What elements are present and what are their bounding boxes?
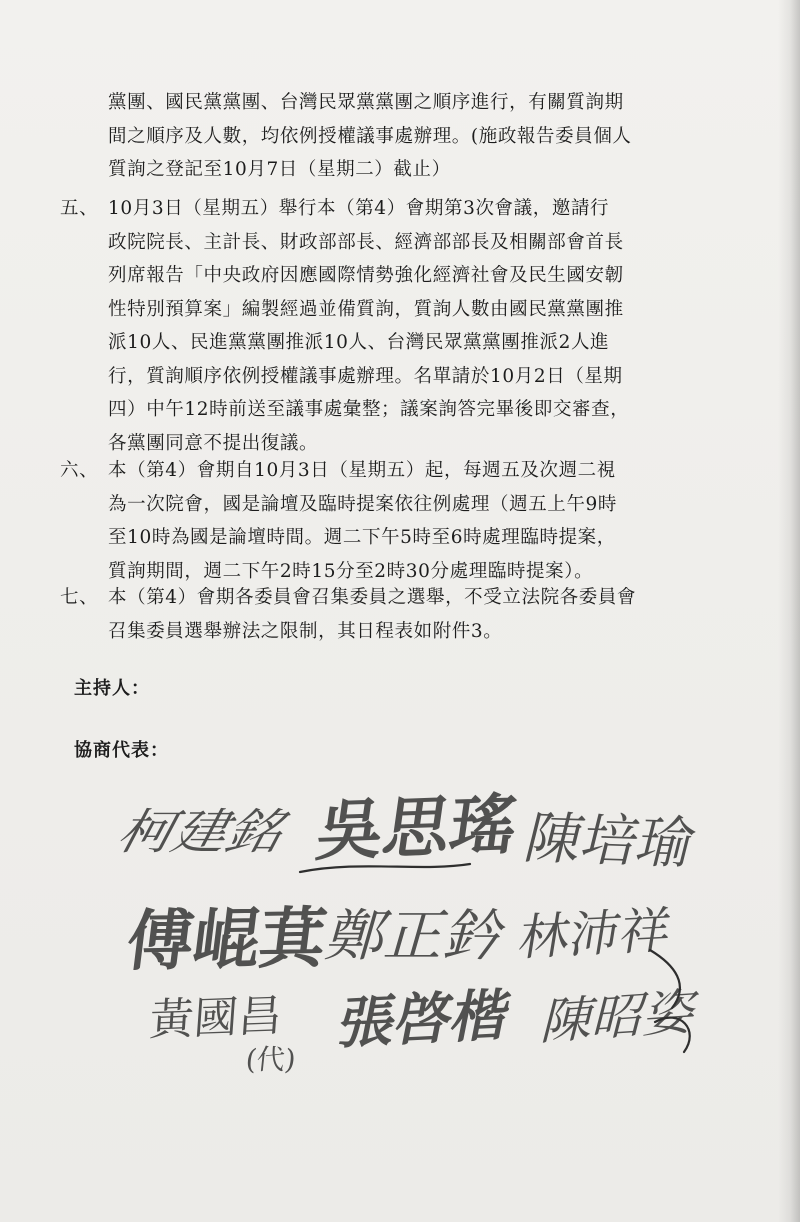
item-body xyxy=(108,581,720,648)
item-number: 五、 xyxy=(60,198,99,219)
continued-paragraph-body xyxy=(108,86,720,187)
text-line: 為一次院會，國是論壇及臨時提案依往例處理（週五上午9時 xyxy=(108,493,617,515)
representatives-label: 協商代表： xyxy=(74,740,169,761)
chair-label: 主持人： xyxy=(74,678,150,699)
text-line: 列席報告「中央政府因應國際情勢強化經濟社會及民生國安韌 xyxy=(108,265,624,286)
text-line: 本（第4）會期自10月3日（星期五）起，每週五及次週二視 xyxy=(108,460,616,481)
text-line: 質詢之登記至10月7日（星期二）截止） xyxy=(108,159,451,180)
continued-paragraph xyxy=(60,86,720,187)
signature: 傅崐萁 xyxy=(122,898,331,980)
text-line: 至10時為國是論壇時間。週二下午5時至6時處理臨時提案， xyxy=(108,527,616,548)
signature: 鄭正鈐 xyxy=(319,904,515,969)
signature: 林沛祥 xyxy=(514,901,676,967)
item-number: 七、 xyxy=(60,587,99,608)
signature: 柯建銘 xyxy=(112,803,289,861)
text-line: 間之順序及人數，均依例授權議事處辦理。(施政報告委員個人 xyxy=(108,125,632,147)
item-body xyxy=(108,192,720,460)
text-line: 派10人、民進黨黨團推派10人、台灣民眾黨黨團推派2人進 xyxy=(108,332,610,353)
item-number: 六、 xyxy=(60,460,99,481)
text-line: 召集委員選舉辦法之限制，其日程表如附件3。 xyxy=(108,620,503,642)
text-line: 行，質詢順序依例授權議事處辦理。名單請於10月2日（星期 xyxy=(108,365,623,387)
signature-underline xyxy=(300,864,470,872)
signature: 吳思瑤 xyxy=(311,785,522,870)
signature: 陳培瑜 xyxy=(518,806,702,877)
signature: 黃國昌 xyxy=(147,990,284,1046)
text-line: 質詢期間，週二下午2時15分至2時30分處理臨時提案）。 xyxy=(108,560,594,582)
signature: 張啓楷 xyxy=(332,982,516,1057)
list-item-seven xyxy=(60,581,720,648)
signature-flourish xyxy=(650,950,680,1008)
text-line: 四）中午12時前送至議事處彙整；議案詢答完畢後即交審查， xyxy=(108,399,630,420)
list-item-six xyxy=(60,454,720,588)
text-line: 性特別預算案」編製經過並備質詢，質詢人數由國民黨黨團推 xyxy=(108,298,624,320)
text-line: 各黨團同意不提出復議。 xyxy=(108,432,319,454)
text-line: 政院院長、主計長、財政部部長、經濟部部長及相關部會首長 xyxy=(108,231,624,253)
signature: (代) xyxy=(244,1043,298,1076)
item-body xyxy=(108,454,720,588)
signature: 陳昭姿 xyxy=(536,982,705,1051)
text-line: 本（第4）會期各委員會召集委員之選舉，不受立法院各委員會 xyxy=(108,587,637,608)
signature-strokes xyxy=(0,760,800,1080)
text-line: 10月3日（星期五）舉行本（第4）會期第3次會議，邀請行 xyxy=(108,198,610,219)
signature-flourish xyxy=(655,1018,690,1052)
text-line: 黨團、國民黨黨團、台灣民眾黨黨團之順序進行，有關質詢期 xyxy=(108,92,624,113)
list-item-five xyxy=(60,192,720,460)
signature-area xyxy=(0,760,800,1080)
